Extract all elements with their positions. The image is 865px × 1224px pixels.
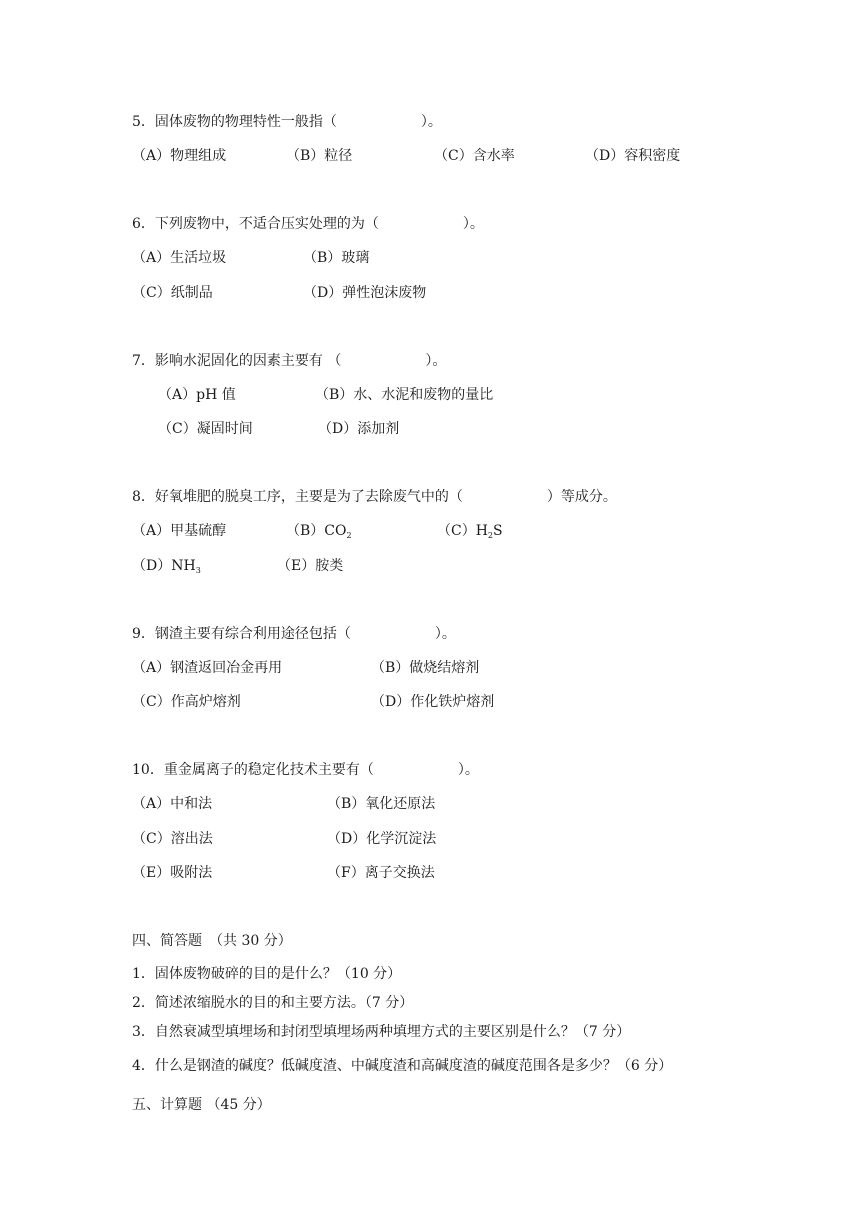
q5-option-b: （B）粒径	[286, 148, 353, 164]
q8-option-d: $(D)NH_3$	[132, 558, 201, 575]
q9-option-a: （A）钢渣返回冶金再用	[132, 660, 283, 676]
section-4-heading: 四、简答题 （共 30 分）	[132, 933, 292, 949]
short-answer-3: 3．自然衰减型填埋场和封闭型填埋场两种填埋方式的主要区别是什么？（7 分）	[132, 1024, 631, 1040]
q5-option-d: （D）容积密度	[585, 148, 681, 164]
question-8-stem: 8．好氧堆肥的脱臭工序，主要是为了去除废气中的（ ）等成分。	[132, 489, 617, 505]
q9-option-d: （D）作化铁炉熔剂	[371, 694, 495, 710]
question-10-stem: 10．重金属离子的稳定化技术主要有（ ）。	[132, 762, 479, 778]
short-answer-4: 4．什么是钢渣的碱度？低碱度渣、中碱度渣和高碱度渣的碱度范围各是多少？（6 分）	[132, 1058, 673, 1074]
q8-option-b: $(B)CO_2$	[286, 523, 352, 540]
q7-option-a: （A）pH 值	[158, 387, 236, 403]
q5-option-a: （A）物理组成	[132, 148, 227, 164]
question-6-stem: 6．下列废物中，不适合压实处理的为（ ）。	[132, 216, 484, 232]
q10-option-e: （E）吸附法	[132, 865, 213, 881]
q7-option-d: （D）添加剂	[318, 421, 400, 437]
q10-option-d: （D）化学沉淀法	[327, 831, 437, 847]
q8-option-a: （A）甲基硫醇	[132, 523, 227, 539]
question-7-stem: 7．影响水泥固化的因素主要有 （ ）。	[132, 353, 447, 369]
q6-option-c: （C）纸制品	[132, 285, 213, 301]
q9-option-b: （B）做烧结熔剂	[371, 660, 480, 676]
q8-option-e: （E）胺类	[277, 558, 344, 574]
q6-option-d: （D）弹性泡沫废物	[303, 285, 427, 301]
q7-option-c: （C）凝固时间	[158, 421, 253, 437]
q6-option-b: （B）玻璃	[303, 250, 370, 266]
q6-option-a: （A）生活垃圾	[132, 250, 227, 266]
question-5-stem: 5．固体废物的物理特性一般指（ ）。	[132, 114, 442, 130]
short-answer-1: 1．固体废物破碎的目的是什么？（10 分）	[132, 966, 402, 982]
q10-option-f: （F）离子交换法	[327, 865, 435, 881]
short-answer-2: 2．简述浓缩脱水的目的和主要方法。（7 分）	[132, 995, 414, 1011]
question-9-stem: 9．钢渣主要有综合利用途径包括（ ）。	[132, 626, 456, 642]
q7-option-b: （B）水、水泥和废物的量比	[315, 387, 494, 403]
q10-option-a: （A）中和法	[132, 796, 213, 812]
q9-option-c: （C）作高炉熔剂	[132, 694, 241, 710]
q10-option-b: （B）氧化还原法	[327, 796, 436, 812]
q5-option-c: （C）含水率	[434, 148, 515, 164]
q8-option-c: $(C)H_2S$	[437, 523, 503, 540]
section-5-heading: 五、计算题 （45 分）	[132, 1097, 271, 1113]
q10-option-c: （C）溶出法	[132, 831, 213, 847]
